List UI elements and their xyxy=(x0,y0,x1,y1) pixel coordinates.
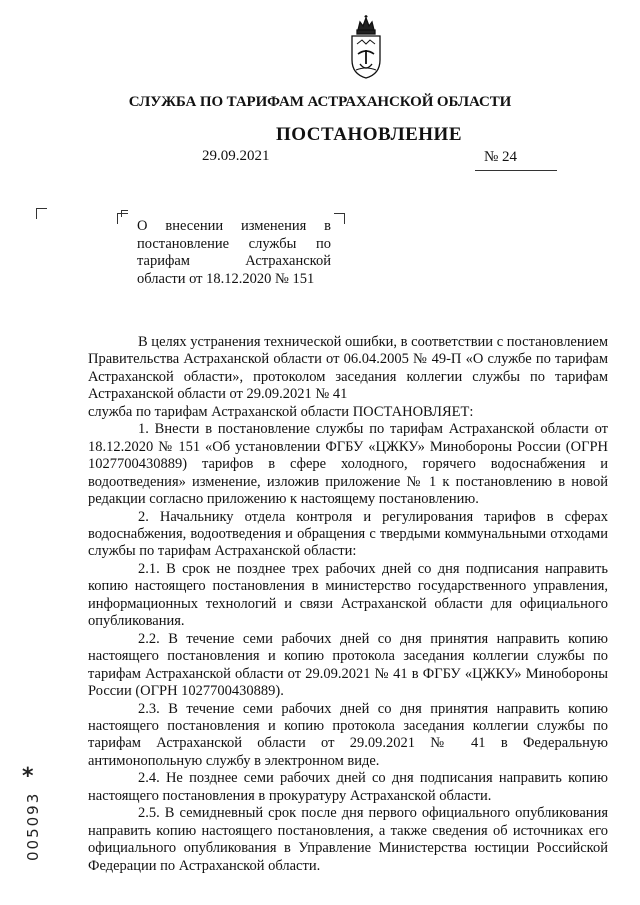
organization-name: СЛУЖБА ПО ТАРИФАМ АСТРАХАНСКОЙ ОБЛАСТИ xyxy=(128,94,512,110)
subject-corner-mark-right xyxy=(334,213,345,224)
coat-of-arms-emblem xyxy=(346,14,386,80)
number-underline xyxy=(475,170,557,171)
resolution-line: служба по тарифам Астраханской области ПОСТАНОВЛЯЕТ: xyxy=(88,403,474,420)
document-body xyxy=(88,334,608,875)
document-date: 29.09.2021 xyxy=(202,148,270,164)
margin-stamp-mark: * xyxy=(22,764,34,789)
clause-1: 1. Внести в постановление службы по тарифам Астраханской области от 18.12.2020 № 151 «Об установлении ФГБУ «ЦЖКУ» Минобороны России (ОГРН 1027700430889) тарифов в сфере холодного, горячего водоснабжения и водоотведения» изменение, изложив приложение № 1 к постановлению в новой редакции согласно приложению к настоящему постановлению. xyxy=(88,421,608,508)
left-corner-mark xyxy=(36,208,47,219)
clause-2-4: 2.4. Не позднее семи рабочих дней со дня подписания направить копию настоящего постановления в прокуратуру Астраханской области. xyxy=(88,770,608,804)
document-number: № 24 xyxy=(484,149,518,165)
subject-corner-mark-inner xyxy=(121,210,128,217)
clause-2-5: 2.5. В семидневный срок после дня первого официального опубликования направить копию настоящего постановления, а также сведения об источниках его официального опубликования в Управление Министерства юстиции Российской Федерации по Астраханской области. xyxy=(88,805,608,874)
preamble-paragraph: В целях устранения технической ошибки, в соответствии с постановлением Правительства Астраханской области от 06.04.2005 № 49-П «О службе по тарифам Астраханской области», протоколом заседания коллегии службы по тарифам Астраханской области от 29.09.2021 № 41 xyxy=(88,334,608,403)
margin-stamp-number: 005093 xyxy=(24,791,42,861)
clause-2-3: 2.3. В течение семи рабочих дней со дня принятия направить копию настоящего постановления и копию протокола заседания коллегии службы по тарифам Астраханской области от 29.09.2021 № 41 в Федеральную антимонопольную службу в электронном виде. xyxy=(88,700,608,769)
document-subject: О внесении изменения в постановление службы по тарифам Астраханской области от 18.12.2020 № 151 xyxy=(137,218,331,287)
clause-2: 2. Начальнику отдела контроля и регулирования тарифов в сферах водоснабжения, водоотведения и обращения с твердыми коммунальными отходами службы по тарифам Астраханской области: xyxy=(88,508,608,560)
clause-2-2: 2.2. В течение семи рабочих дней со дня принятия направить копию настоящего постановления и копию протокола заседания коллегии службы по тарифам Астраханской области от 29.09.2021 № 41 в ФГБУ «ЦЖКУ» Минобороны России (ОГРН 1027700430889). xyxy=(88,630,608,700)
document-type-title: ПОСТАНОВЛЕНИЕ xyxy=(275,124,463,145)
clause-2-1: 2.1. В срок не позднее трех рабочих дней со дня подписания направить копию настоящего постановления в министерство государственного управления, информационных технологий и связи Астраханской области для официального опубликования. xyxy=(88,560,608,630)
